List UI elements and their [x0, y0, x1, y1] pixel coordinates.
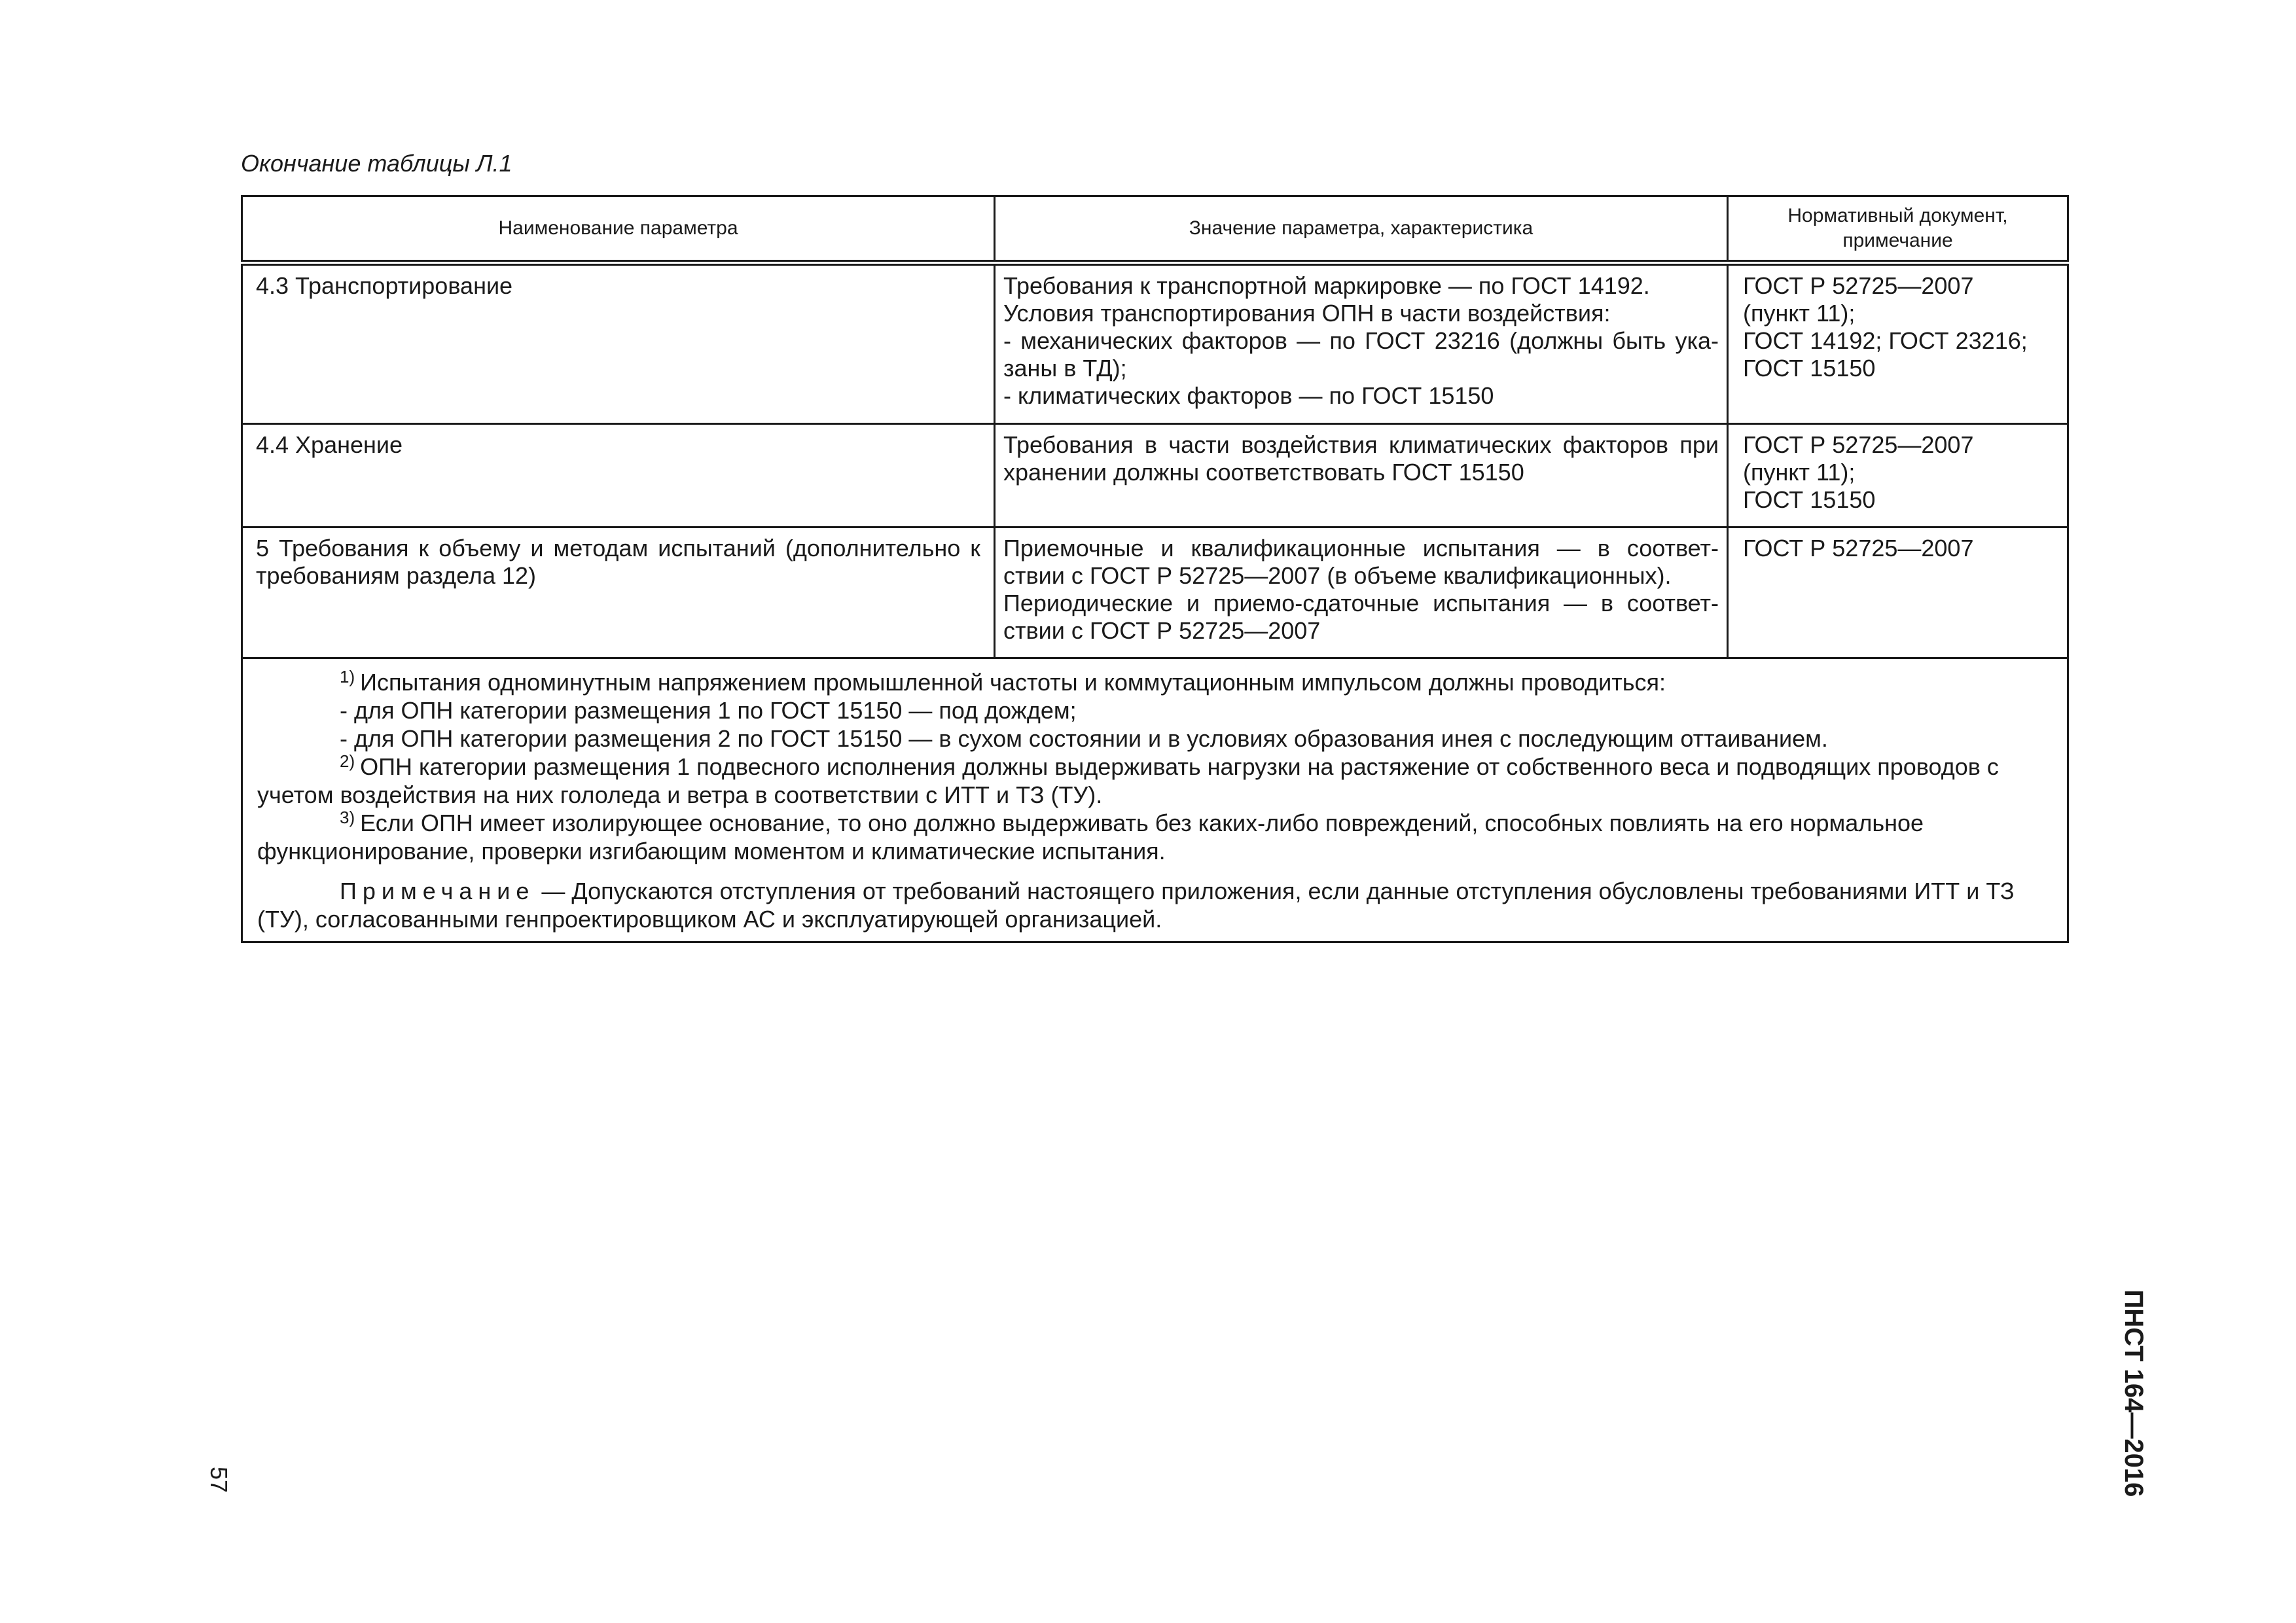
notes-row — [242, 658, 2068, 942]
footnote-1-item: - для ОПН категории размещения 2 по ГОСТ 15150 — в сухом состоянии и в условиях образования инея с последующим оттаиванием. — [340, 725, 1828, 752]
row-param-cell — [242, 263, 995, 424]
param-line: требованиям раздела 12) — [256, 562, 536, 589]
document-code: ПНСТ 164—2016 — [2119, 1289, 2148, 1497]
value-line: ствии с ГОСТ Р 52725—2007 (в объеме квалификационных). — [1003, 562, 1672, 589]
param-text: 4.3 Транспортирование — [256, 272, 513, 299]
value-line: заны в ТД); — [1003, 355, 1127, 382]
row-doc-cell — [1728, 527, 2068, 658]
param-line: 5 Требования к объему и методам испытаний (дополнительно к — [256, 535, 980, 562]
row-value-cell — [995, 527, 1728, 658]
footnote-1 — [257, 668, 2054, 696]
row-param-cell — [242, 527, 995, 658]
footnote-text: ОПН категории размещения 1 подвесного исполнения должны выдерживать нагрузки на растяжение от собственного веса и подводящих проводов с учетом воздействия на них гололеда и ветра в соответствии с ИТТ и ТЗ (ТУ). — [257, 753, 1999, 808]
row-value-cell — [995, 263, 1728, 424]
doc-line: ГОСТ Р 52725—2007 — [1743, 431, 1974, 458]
table-header-row — [242, 196, 2068, 263]
doc-line: (пункт 11); — [1743, 300, 1856, 327]
footnotes-cell — [242, 658, 2068, 942]
footnote-mark: 2) — [340, 751, 355, 771]
value-line: Условия транспортирования ОПН в части воздействия: — [1003, 300, 1611, 327]
footnote-mark: 1) — [340, 667, 355, 687]
footnote-1-item: - для ОПН категории размещения 1 по ГОСТ 15150 — под дождем; — [340, 697, 1077, 724]
value-line: Требования в части воздействия климатических факторов при — [1003, 431, 1719, 458]
param-text: 4.4 Хранение — [256, 431, 403, 458]
doc-line: ГОСТ 14192; ГОСТ 23216; — [1743, 327, 2028, 354]
footnote-2 — [257, 753, 2054, 809]
row-param-cell — [242, 424, 995, 527]
header-normative-document: Нормативный документ, примечание — [1728, 196, 2068, 263]
table-row — [242, 263, 2068, 424]
doc-line: ГОСТ Р 52725—2007 — [1743, 272, 1974, 299]
table-caption: Окончание таблицы Л.1 — [241, 150, 512, 177]
doc-line: ГОСТ 15150 — [1743, 486, 1876, 513]
page-number: 57 — [206, 1466, 232, 1493]
note-text: — Допускаются отступления от требований настоящего приложения, если данные отступления обусловлены требованиями ИТТ и ТЗ (ТУ), согласованными генпроектировщиком АС и эксплуатирующей организацией. — [257, 878, 2015, 933]
value-line: Требования к транспортной маркировке — по ГОСТ 14192. — [1003, 272, 1650, 299]
value-line: - климатических факторов — по ГОСТ 15150 — [1003, 382, 1494, 409]
table-row — [242, 424, 2068, 527]
footnote-3 — [257, 809, 2054, 865]
footnote-mark: 3) — [340, 808, 355, 827]
doc-line: ГОСТ 15150 — [1743, 355, 1876, 382]
row-doc-cell — [1728, 424, 2068, 527]
value-line: Приемочные и квалификационные испытания — в соответ- — [1003, 535, 1719, 562]
value-line: Периодические и приемо-сдаточные испытания — в соответ- — [1003, 590, 1719, 616]
value-line: ствии с ГОСТ Р 52725—2007 — [1003, 617, 1321, 644]
parameters-table — [241, 195, 2069, 943]
note-label: Примечание — [340, 878, 535, 904]
header-parameter-value: Значение параметра, характеристика — [995, 196, 1728, 263]
table-row — [242, 527, 2068, 658]
row-value-cell — [995, 424, 1728, 527]
footnote-text: Если ОПН имеет изолирующее основание, то оно должно выдерживать без каких-либо повреждений, способных повлиять на его нормальное функционирование, проверки изгибающим моментом и климатические испытания. — [257, 810, 1924, 865]
table-note — [257, 877, 2054, 933]
header-parameter-name: Наименование параметра — [242, 196, 995, 263]
doc-line: (пункт 11); — [1743, 459, 1856, 486]
value-line: - механических факторов — по ГОСТ 23216 (должны быть ука- — [1003, 327, 1719, 354]
value-line: хранении должны соответствовать ГОСТ 15150 — [1003, 459, 1524, 486]
row-doc-cell — [1728, 263, 2068, 424]
footnote-text: Испытания одноминутным напряжением промышленной частоты и коммутационным импульсом должны проводиться: — [360, 669, 1666, 696]
doc-line: ГОСТ Р 52725—2007 — [1743, 535, 1974, 562]
